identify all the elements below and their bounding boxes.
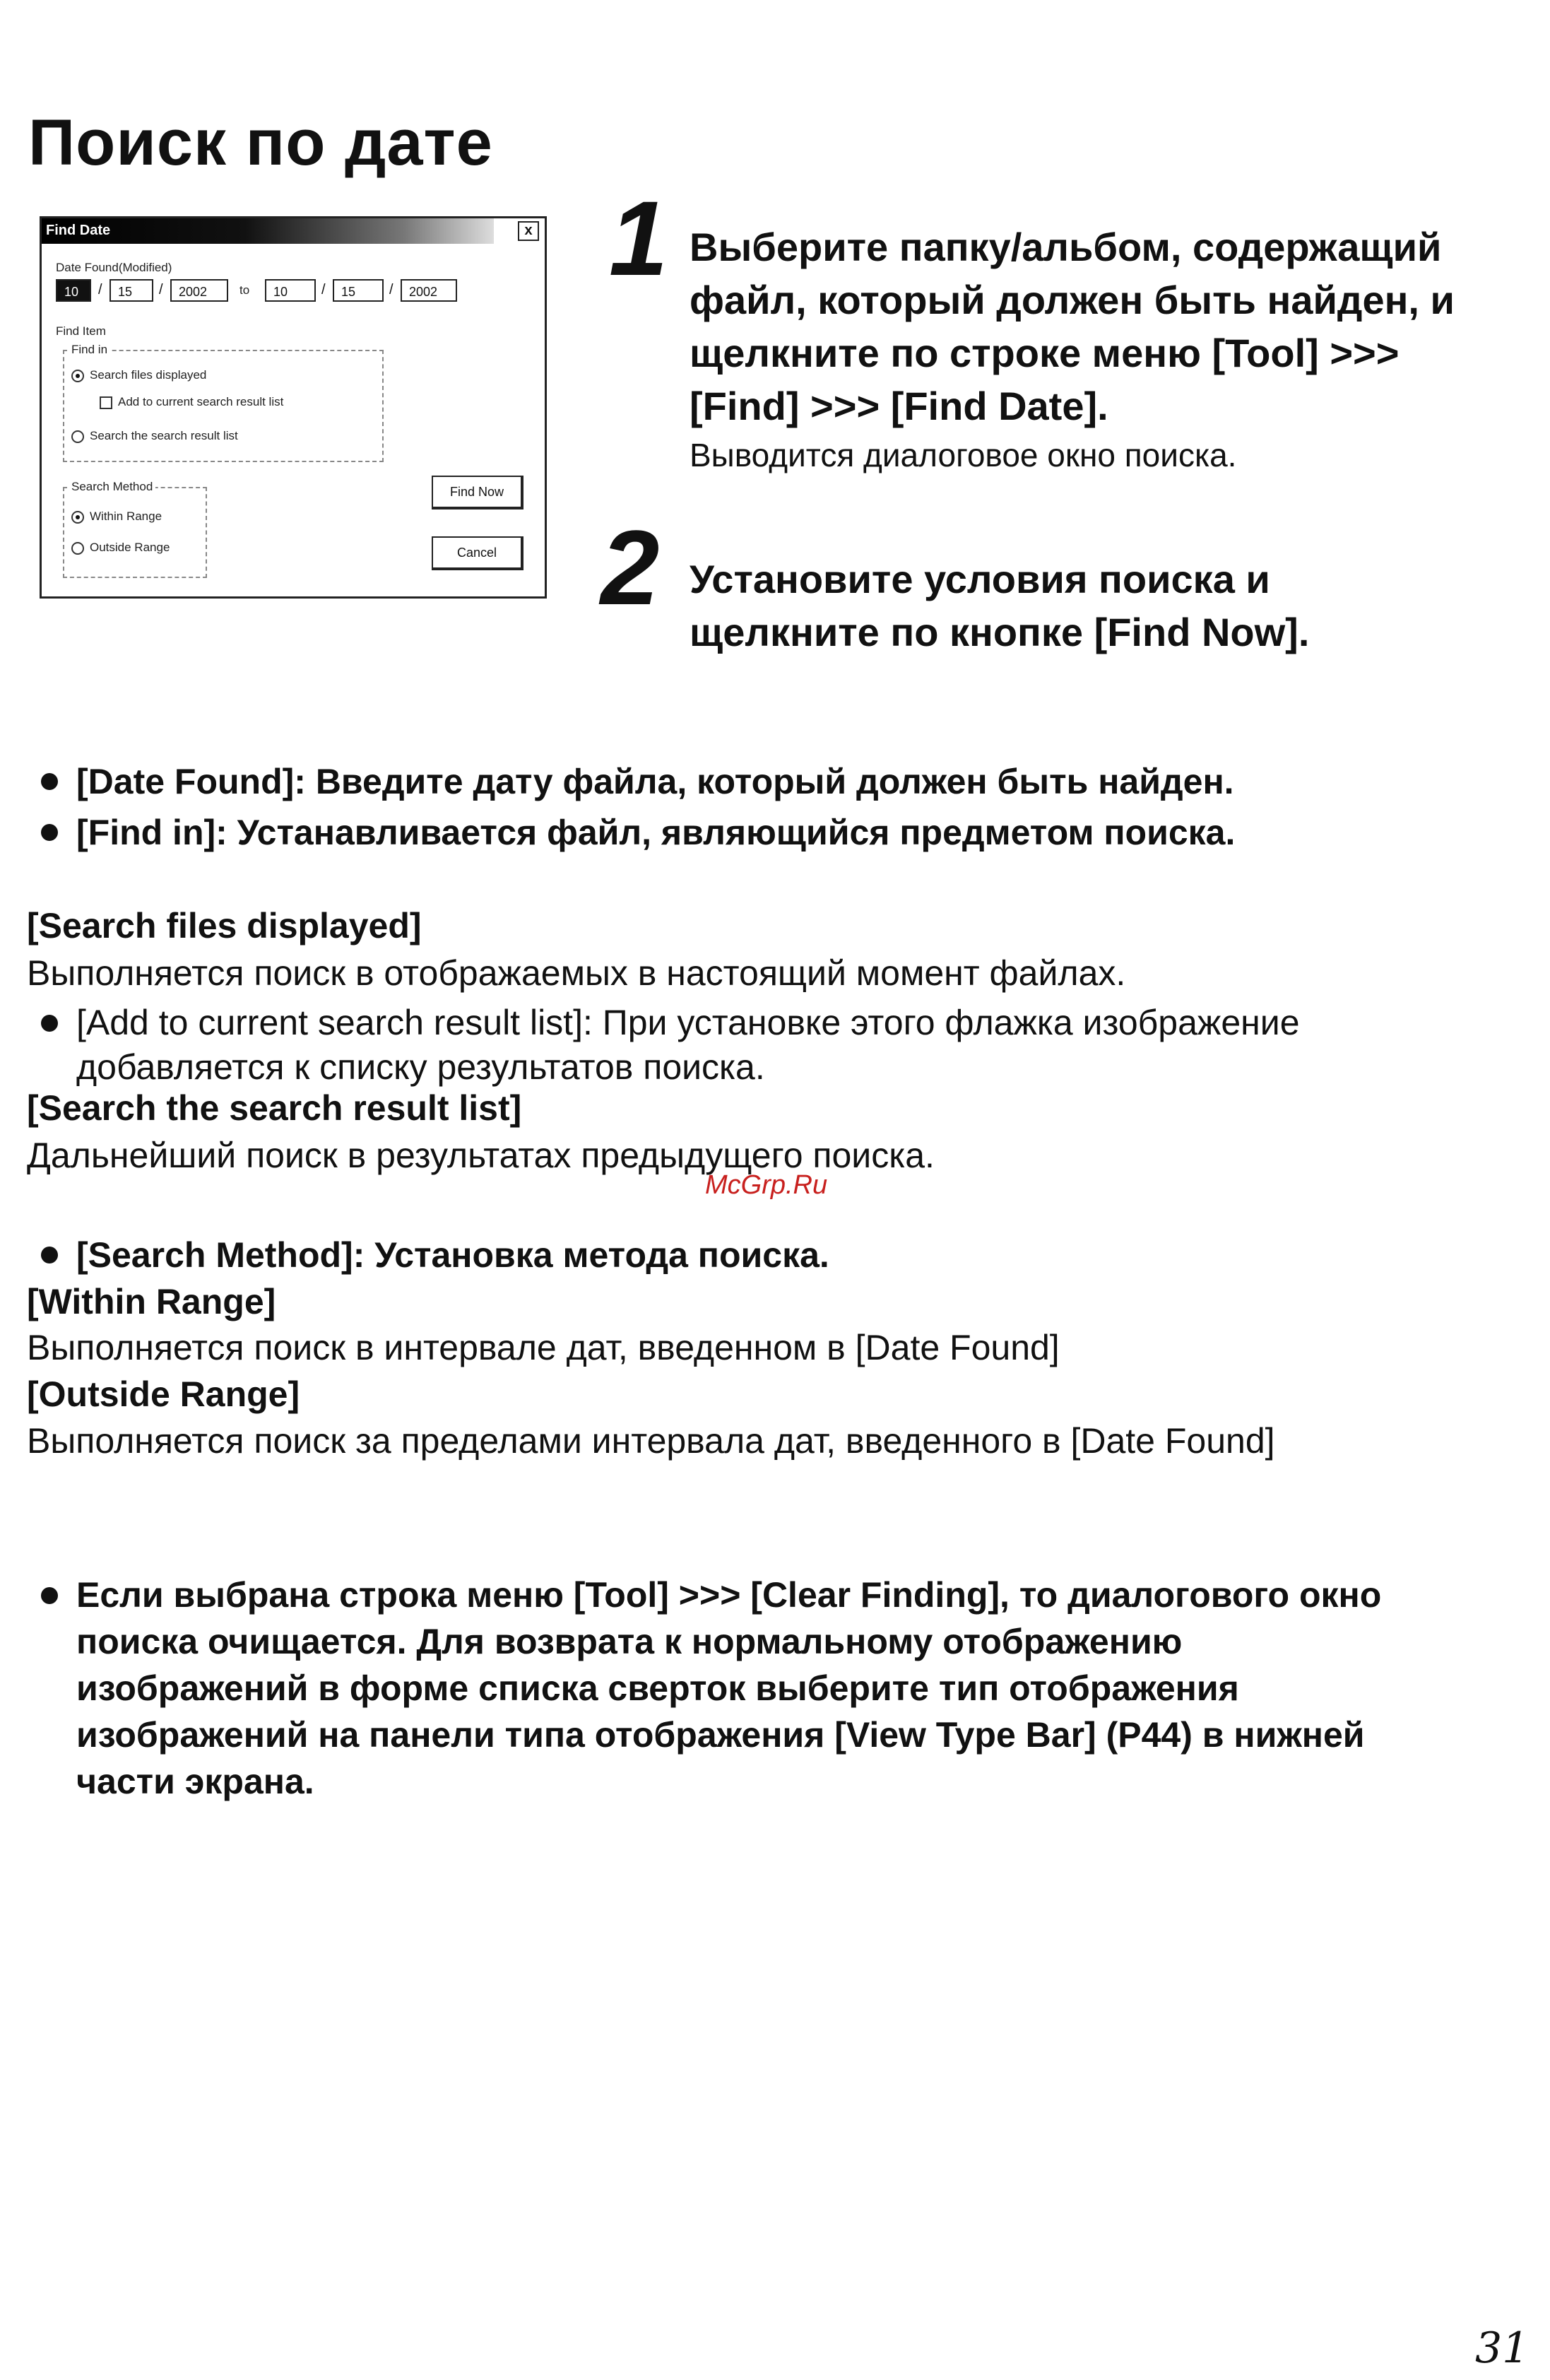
- radio-icon: [71, 542, 84, 555]
- bullet-icon: [41, 1247, 58, 1263]
- step-1-subtext: Выводится диалоговое окно поиска.: [690, 437, 1237, 473]
- find-item-label: Find Item: [56, 324, 106, 338]
- from-day-field[interactable]: 15: [110, 279, 153, 302]
- step-2-text: [690, 553, 1309, 659]
- bullet-icon: [41, 824, 58, 841]
- step-1-line: [Find] >>> [Find Date].: [690, 384, 1108, 428]
- find-in-label: Find in: [69, 343, 110, 357]
- to-year-field[interactable]: 2002: [401, 279, 457, 302]
- search-result-list-option[interactable]: Search the search result list: [71, 429, 238, 443]
- cancel-button[interactable]: Cancel: [432, 536, 523, 570]
- step-1-text: [690, 220, 1455, 432]
- within-range-option[interactable]: Within Range: [71, 509, 162, 524]
- note-line: изображений на панели типа отображения [View Type Bar] (P44) в нижней: [76, 1715, 1365, 1755]
- outside-range-heading: [Outside Range]: [27, 1374, 300, 1414]
- step-2-line: Установите условия поиска и: [690, 557, 1270, 601]
- dialog-titlebar: [42, 218, 545, 244]
- date-separator: /: [98, 282, 102, 298]
- checkbox-icon: [100, 396, 112, 409]
- date-found-bullet: [Date Found]: Введите дату файла, который должен быть найден.: [76, 762, 1234, 801]
- to-month-field[interactable]: 10: [265, 279, 316, 302]
- date-found-label: Date Found(Modified): [56, 261, 172, 274]
- step-2-line: щелкните по кнопке [Find Now].: [690, 610, 1310, 654]
- search-method-bullet: [Search Method]: Установка метода поиска.: [76, 1235, 829, 1275]
- search-method-group: [63, 487, 207, 578]
- find-now-button[interactable]: Find Now: [432, 476, 523, 509]
- within-range-heading: [Within Range]: [27, 1282, 276, 1321]
- note-line: поиска очищается. Для возврата к нормальному отображению: [76, 1622, 1183, 1661]
- step-1-line: файл, который должен быть найден, и: [690, 278, 1455, 322]
- bullet-icon: [41, 1587, 58, 1604]
- bullet-icon: [41, 1015, 58, 1032]
- to-label: to: [239, 283, 250, 297]
- add-to-current-line-2: добавляется к списку результатов поиска.: [76, 1047, 765, 1087]
- radio-icon: [71, 430, 84, 443]
- from-year-field[interactable]: 2002: [170, 279, 228, 302]
- search-files-displayed-option[interactable]: Search files displayed: [71, 368, 206, 382]
- search-files-text: Выполняется поиск в отображаемых в настоящий момент файлах.: [27, 953, 1126, 993]
- note-line: изображений в форме списка сверток выберите тип отображения: [76, 1668, 1239, 1708]
- radio-selected-icon: [71, 370, 84, 382]
- date-separator: /: [159, 282, 163, 298]
- page-title: Поиск по дате: [28, 107, 493, 179]
- add-to-current-checkbox[interactable]: Add to current search result list: [100, 395, 283, 409]
- note-line: Если выбрана строка меню [Tool] >>> [Clear Finding], то диалогового окно: [76, 1575, 1382, 1615]
- date-separator: /: [389, 282, 394, 298]
- bullet-icon: [41, 773, 58, 790]
- add-to-current-line-1: [Add to current search result list]: При установке этого флажка изображение: [76, 1003, 1300, 1042]
- radio-selected-icon: [71, 511, 84, 524]
- to-day-field[interactable]: 15: [333, 279, 384, 302]
- outside-range-text: Выполняется поиск за пределами интервала дат, введенного в [Date Found]: [27, 1421, 1275, 1461]
- step-1-number: 1: [609, 179, 668, 298]
- step-1-line: щелкните по строке меню [Tool] >>>: [690, 331, 1400, 375]
- watermark: McGrp.Ru: [705, 1170, 828, 1200]
- close-icon[interactable]: x: [518, 221, 539, 241]
- page-number: 31: [1475, 2323, 1530, 2373]
- search-result-heading: [Search the search result list]: [27, 1088, 522, 1128]
- step-1-line: Выберите папку/альбом, содержащий: [690, 225, 1442, 269]
- from-month-field[interactable]: 10: [56, 279, 91, 302]
- note-line: части экрана.: [76, 1762, 314, 1801]
- search-result-text: Дальнейший поиск в результатах предыдущего поиска.: [27, 1136, 935, 1175]
- find-date-dialog: [40, 216, 547, 599]
- date-separator: /: [321, 282, 326, 298]
- step-2-number: 2: [601, 508, 660, 627]
- note-text: [76, 1572, 1381, 1805]
- dialog-title: Find Date: [46, 223, 111, 238]
- outside-range-option[interactable]: Outside Range: [71, 541, 170, 555]
- search-files-heading: [Search files displayed]: [27, 906, 422, 945]
- search-method-label: Search Method: [69, 480, 155, 494]
- find-in-bullet: [Find in]: Устанавливается файл, являющийся предметом поиска.: [76, 813, 1236, 852]
- within-range-text: Выполняется поиск в интервале дат, введенном в [Date Found]: [27, 1328, 1060, 1367]
